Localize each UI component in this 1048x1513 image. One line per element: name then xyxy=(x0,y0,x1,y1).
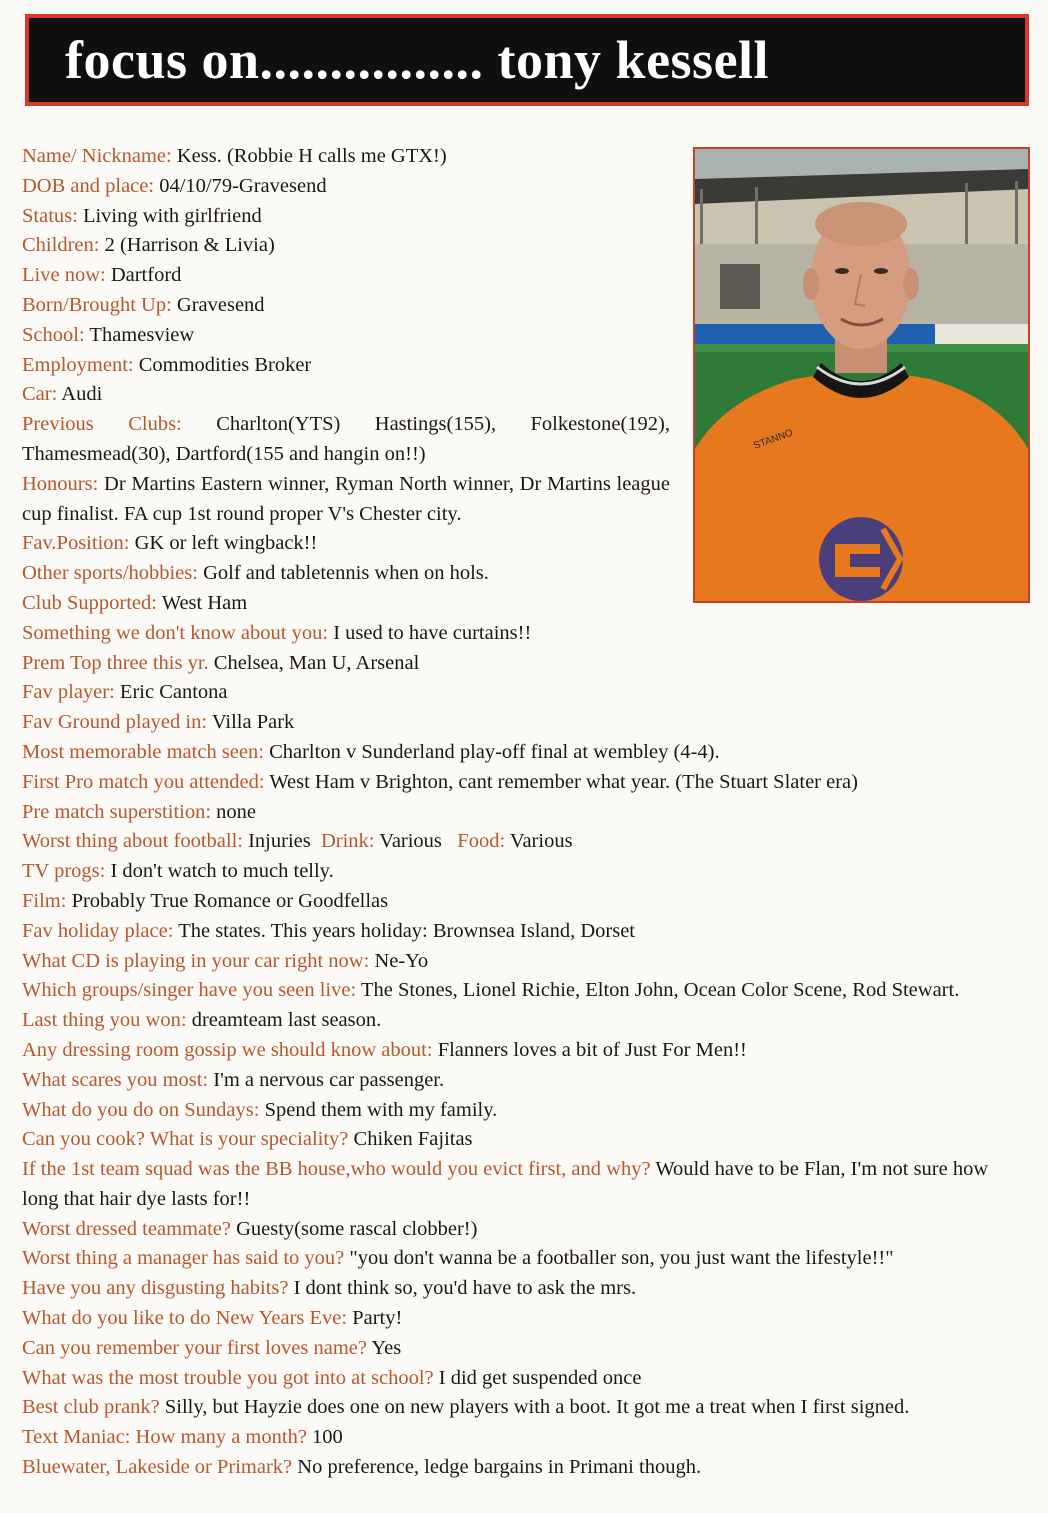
answer-text: Ne-Yo xyxy=(374,949,429,972)
question-label: Car: xyxy=(22,383,58,406)
question-label: Pre match superstition: xyxy=(22,800,212,823)
answer-text: Party! xyxy=(352,1307,403,1330)
title-banner-inner xyxy=(29,18,1025,102)
answer-text: Eric Cantona xyxy=(119,681,228,704)
answer-text: No preference, ledge bargains in Primani though. xyxy=(297,1456,702,1479)
profile-row xyxy=(22,559,1027,589)
profile-row xyxy=(22,1334,1027,1364)
profile-row xyxy=(22,619,1027,649)
question-label: Any dressing room gossip we should know about: xyxy=(22,1038,433,1061)
question-label: Fav.Position: xyxy=(22,532,130,555)
answer-text: Various xyxy=(509,830,573,853)
answer-text: Charlton v Sunderland play-off final at wembley (4-4). xyxy=(269,740,720,763)
profile-qa xyxy=(22,142,1027,1483)
answer-text: "you don't wanna be a footballer son, you just want the lifestyle!!" xyxy=(349,1247,894,1270)
profile-row xyxy=(22,678,1027,708)
answer-text: I did get suspended once xyxy=(438,1366,642,1389)
question-label: Name/ Nickname: xyxy=(22,145,172,167)
profile-row xyxy=(22,261,1027,291)
question-label: Bluewater, Lakeside or Primark? xyxy=(22,1456,293,1479)
profile-row xyxy=(22,1274,1027,1304)
profile-row xyxy=(22,708,1027,738)
answer-text: Flanners loves a bit of Just For Men!! xyxy=(437,1038,747,1061)
profile-row xyxy=(22,947,1027,977)
profile-row xyxy=(22,857,1027,887)
page-title: focus on................ tony kessell xyxy=(65,30,770,90)
profile-row xyxy=(22,1453,1027,1483)
answer-text: I dont think so, you'd have to ask the mrs. xyxy=(293,1277,637,1300)
answer-text: 2 (Harrison & Livia) xyxy=(104,234,275,257)
answer-text: I don't watch to much telly. xyxy=(110,860,334,883)
answer-text: Guesty(some rascal clobber!) xyxy=(236,1217,478,1240)
answer-text: Injuries xyxy=(248,830,311,853)
answer-text: Living with girlfriend xyxy=(82,204,262,227)
answer-text: Silly, but Hayzie does one on new players with a boot. It got me a treat when I first signed. xyxy=(164,1396,910,1419)
answer-text: Yes xyxy=(371,1336,402,1359)
profile-row xyxy=(22,142,1027,172)
profile-row xyxy=(22,1244,1027,1274)
profile-row xyxy=(22,1304,1027,1334)
answer-text: The states. This years holiday: Brownsea Island, Dorset xyxy=(178,919,635,942)
question-label: Worst thing a manager has said to you? xyxy=(22,1247,345,1270)
question-label: Fav player: xyxy=(22,681,115,704)
question-label: Film: xyxy=(22,889,67,912)
profile-row xyxy=(22,1066,1027,1096)
profile-row xyxy=(22,1423,1027,1453)
answer-text: Probably True Romance or Goodfellas xyxy=(71,889,389,912)
profile-row xyxy=(22,1364,1027,1394)
profile-row xyxy=(22,380,1027,410)
answer-text: Kess. (Robbie H calls me GTX!) xyxy=(176,145,447,167)
question-label: First Pro match you attended: xyxy=(22,770,265,793)
question-label: What was the most trouble you got into at school? xyxy=(22,1366,434,1389)
answer-text: Golf and tabletennis when on hols. xyxy=(203,562,489,585)
answer-text: West Ham xyxy=(161,591,248,614)
answer-text: Dr Martins Eastern winner, Ryman North winner, Dr Martins league cup finalist. FA cup 1st round proper V's Chester city. xyxy=(22,472,671,525)
answer-text: Chiken Fajitas xyxy=(353,1128,473,1151)
question-label: School: xyxy=(22,323,85,346)
profile-row xyxy=(22,1006,1027,1036)
answer-text: Charlton(YTS) Hastings(155), Folkestone(192), Thamesmead(30), Dartford(155 and hangin on!!) xyxy=(22,413,670,465)
profile-row xyxy=(22,470,670,530)
answer-text: I'm a nervous car passenger. xyxy=(213,1068,445,1091)
answer-text: West Ham v Brighton, cant remember what year. (The Stuart Slater era) xyxy=(269,770,858,793)
question-label: Can you remember your first loves name? xyxy=(22,1336,367,1359)
question-label: Drink: xyxy=(320,830,375,853)
question-label: What do you do on Sundays: xyxy=(22,1098,260,1121)
question-label: Prem Top three this yr. xyxy=(22,651,209,674)
profile-row xyxy=(22,887,1027,917)
profile-row xyxy=(22,1393,1027,1423)
profile-row xyxy=(22,231,1027,261)
question-label: Previous Clubs: xyxy=(22,413,182,436)
profile-row xyxy=(22,827,1027,857)
question-label: Last thing you won: xyxy=(22,1009,187,1032)
answer-text: 04/10/79-Gravesend xyxy=(159,174,327,197)
question-label: Fav holiday place: xyxy=(22,919,174,942)
profile-row xyxy=(22,202,1027,232)
profile-row xyxy=(22,529,1027,559)
profile-row xyxy=(22,172,1027,202)
answer-text: I used to have curtains!! xyxy=(333,621,532,644)
profile-row xyxy=(22,976,1027,1006)
question-label: Have you any disgusting habits? xyxy=(22,1277,289,1300)
answer-text: dreamteam last season. xyxy=(191,1009,382,1032)
answer-text: Various xyxy=(379,830,442,853)
answer-text: Audi xyxy=(61,383,103,406)
profile-row xyxy=(22,798,1027,828)
question-label: Something we don't know about you: xyxy=(22,621,329,644)
question-label: Worst thing about football: xyxy=(22,830,243,853)
profile-row xyxy=(22,917,1027,947)
question-label: Status: xyxy=(22,204,78,227)
question-label: Live now: xyxy=(22,264,106,287)
answer-text: 100 xyxy=(312,1426,343,1449)
question-label: If the 1st team squad was the BB house,who would you evict first, and why? xyxy=(22,1158,651,1181)
profile-row xyxy=(22,738,1027,768)
profile-row xyxy=(22,768,1027,798)
answer-text: Commodities Broker xyxy=(138,353,312,376)
question-label: Fav Ground played in: xyxy=(22,711,208,734)
question-label: Food: xyxy=(457,830,506,853)
question-label: Club Supported: xyxy=(22,591,157,614)
svg-text:STANNO: STANNO xyxy=(752,427,795,452)
answer-text: Gravesend xyxy=(176,293,265,316)
question-label: What CD is playing in your car right now: xyxy=(22,949,370,972)
question-label: What scares you most: xyxy=(22,1068,209,1091)
profile-row xyxy=(22,321,1027,351)
profile-row xyxy=(22,649,1027,679)
question-label: Employment: xyxy=(22,353,134,376)
question-label: What do you like to do New Years Eve: xyxy=(22,1307,348,1330)
question-label: Worst dressed teammate? xyxy=(22,1217,231,1240)
profile-row xyxy=(22,1125,1027,1155)
title-banner xyxy=(25,14,1029,106)
answer-text: none xyxy=(216,800,257,823)
answer-text: Dartford xyxy=(110,264,182,287)
answer-text: The Stones, Lionel Richie, Elton John, Ocean Color Scene, Rod Stewart. xyxy=(360,979,960,1002)
question-label: Can you cook? What is your speciality? xyxy=(22,1128,349,1151)
question-label: Honours: xyxy=(22,472,99,495)
answer-text: Villa Park xyxy=(211,711,295,734)
answer-text: Chelsea, Man U, Arsenal xyxy=(213,651,420,674)
profile-row xyxy=(22,1155,1027,1215)
profile-row xyxy=(22,1215,1027,1245)
question-label: Text Maniac: How many a month? xyxy=(22,1426,307,1449)
profile-row xyxy=(22,410,670,470)
answer-text: Would have to be Flan, I'm not sure how long that hair dye lasts for!! xyxy=(22,1158,989,1210)
answer-text: Spend them with my family. xyxy=(264,1098,498,1121)
answer-text: Thamesview xyxy=(89,323,195,346)
question-label: Other sports/hobbies: xyxy=(22,562,198,585)
question-label: DOB and place: xyxy=(22,174,155,197)
question-label: Children: xyxy=(22,234,100,257)
profile-row xyxy=(22,291,1027,321)
profile-row xyxy=(22,351,1027,381)
answer-text: GK or left wingback!! xyxy=(134,532,318,555)
profile-row xyxy=(22,589,1027,619)
profile-row xyxy=(22,1096,1027,1126)
question-label: Most memorable match seen: xyxy=(22,740,264,763)
question-label: Born/Brought Up: xyxy=(22,293,172,316)
question-label: Which groups/singer have you seen live: xyxy=(22,979,357,1002)
profile-row xyxy=(22,1036,1027,1066)
question-label: TV progs: xyxy=(22,860,106,883)
question-label: Best club prank? xyxy=(22,1396,160,1419)
